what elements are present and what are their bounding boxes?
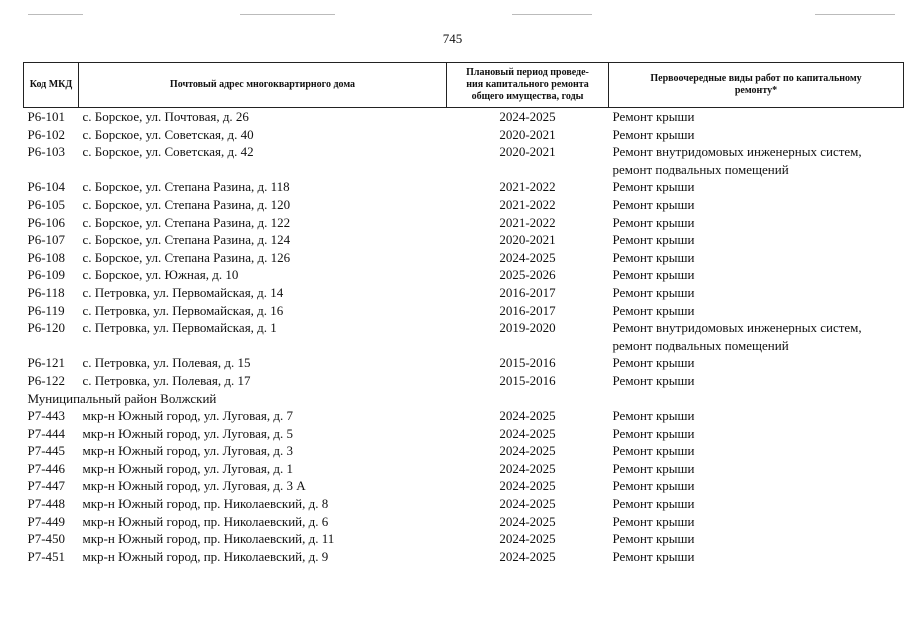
table-row <box>24 231 904 249</box>
header-address: Почтовый адрес многоквартирного дома <box>79 63 447 108</box>
repair-works-line: Ремонт крыши <box>612 355 695 371</box>
mkd-code: Р7-445 <box>27 443 66 459</box>
mkd-address: с. Борское, ул. Почтовая, д. 26 <box>82 109 249 124</box>
repair-works-line: Ремонт крыши <box>612 302 695 318</box>
mkd-address: с. Петровка, ул. Первомайская, д. 14 <box>82 284 284 300</box>
repair-works <box>609 196 904 214</box>
mkd-address: мкр-н Южный город, пр. Николаевский, д. 6 <box>82 513 329 529</box>
mkd-code: Р6-119 <box>27 302 65 318</box>
page-number: 745 <box>442 31 463 46</box>
repair-period: 2021-2022 <box>499 214 556 230</box>
mkd-address: мкр-н Южный город, ул. Луговая, д. 7 <box>82 408 293 424</box>
repair-works-line: Ремонт крыши <box>612 513 695 529</box>
repair-works-line: Ремонт крыши <box>612 425 695 441</box>
repair-works-line: Ремонт крыши <box>612 460 695 476</box>
repair-period: 2015-2016 <box>499 372 556 388</box>
repair-works-line: Ремонт крыши <box>612 109 695 124</box>
mkd-code: Р7-444 <box>27 425 66 441</box>
mkd-address: с. Петровка, ул. Первомайская, д. 1 <box>82 320 277 336</box>
mkd-address: мкр-н Южный город, ул. Луговая, д. 3 А <box>82 478 306 494</box>
repair-period: 2020-2021 <box>499 126 556 142</box>
table-row <box>24 477 904 495</box>
table-row <box>24 266 904 284</box>
section-title: Муниципальный район Волжский <box>27 390 217 406</box>
repair-works <box>609 108 904 126</box>
top-scan-line <box>512 14 592 15</box>
top-scan-line <box>240 14 335 15</box>
repair-period: 2024-2025 <box>499 478 556 494</box>
table-row <box>24 442 904 460</box>
table-row <box>24 530 904 548</box>
repair-works <box>609 178 904 196</box>
mkd-code: Р6-122 <box>27 372 66 388</box>
table-body-volzhsky <box>24 407 904 565</box>
table-row <box>24 126 904 144</box>
table-row <box>24 302 904 320</box>
repair-period: 2021-2022 <box>499 196 556 212</box>
mkd-code: Р6-107 <box>27 232 66 248</box>
repair-works <box>609 530 904 548</box>
mkd-code: Р7-446 <box>27 460 66 476</box>
mkd-address: с. Борское, ул. Южная, д. 10 <box>82 267 239 283</box>
mkd-code: Р6-106 <box>27 214 66 230</box>
repair-works-line: Ремонт крыши <box>612 408 695 424</box>
repair-works-line: Ремонт внутридомовых инженерных систем, <box>612 320 862 336</box>
repair-period: 2020-2021 <box>499 144 556 160</box>
mkd-address: с. Борское, ул. Советская, д. 42 <box>82 144 254 160</box>
mkd-address: с. Петровка, ул. Первомайская, д. 16 <box>82 302 284 318</box>
mkd-address: с. Петровка, ул. Полевая, д. 15 <box>82 355 251 371</box>
repair-period: 2015-2016 <box>499 355 556 371</box>
mkd-code: Р6-105 <box>27 196 66 212</box>
mkd-address: с. Борское, ул. Степана Разина, д. 120 <box>82 196 291 212</box>
mkd-code: Р7-447 <box>27 478 66 494</box>
repair-works-line: Ремонт крыши <box>612 179 695 195</box>
mkd-code: Р7-443 <box>27 408 66 424</box>
header-period-line: ния капитального ремонта <box>466 79 589 90</box>
repair-works-line: Ремонт крыши <box>612 496 695 512</box>
repair-works <box>609 477 904 495</box>
mkd-address: мкр-н Южный город, ул. Луговая, д. 1 <box>82 460 293 476</box>
table-body-samara <box>24 108 904 390</box>
table-row <box>24 495 904 513</box>
mkd-address: с. Борское, ул. Степана Разина, д. 118 <box>82 179 290 195</box>
repair-works <box>609 407 904 425</box>
table-row <box>24 108 904 126</box>
mkd-address: мкр-н Южный город, пр. Николаевский, д. 11 <box>82 531 335 547</box>
repair-period: 2024-2025 <box>499 249 556 265</box>
repair-period: 2024-2025 <box>499 425 556 441</box>
top-scan-line <box>28 14 83 15</box>
mkd-code: Р7-450 <box>27 531 66 547</box>
table-row <box>24 196 904 214</box>
table-row <box>24 407 904 425</box>
repair-period: 2024-2025 <box>499 496 556 512</box>
repair-works <box>609 284 904 302</box>
repair-works <box>609 513 904 531</box>
header-works <box>609 63 904 108</box>
repair-works <box>609 302 904 320</box>
table-header-row <box>24 63 904 108</box>
repair-works-line: Ремонт крыши <box>612 372 695 388</box>
mkd-address: с. Борское, ул. Степана Разина, д. 124 <box>82 232 291 248</box>
repair-period: 2020-2021 <box>499 232 556 248</box>
table-row <box>24 143 904 178</box>
header-period <box>447 63 609 108</box>
table-row <box>24 354 904 372</box>
repair-works-line: Ремонт крыши <box>612 267 695 283</box>
mkd-address: с. Борское, ул. Степана Разина, д. 126 <box>82 249 291 265</box>
table-row <box>24 548 904 566</box>
mkd-address: с. Борское, ул. Советская, д. 40 <box>82 126 254 142</box>
repair-works-line: Ремонт крыши <box>612 249 695 265</box>
repair-works <box>609 460 904 478</box>
mkd-code: Р6-118 <box>27 284 65 300</box>
repair-period: 2019-2020 <box>499 320 556 336</box>
table-row <box>24 513 904 531</box>
section-row <box>24 390 904 408</box>
repair-period: 2024-2025 <box>499 531 556 547</box>
header-period-line: Плановый период проведе- <box>466 67 589 78</box>
table-row <box>24 460 904 478</box>
mkd-code: Р6-102 <box>27 126 66 142</box>
table-row <box>24 284 904 302</box>
repair-works <box>609 143 904 178</box>
repair-works-line: Ремонт крыши <box>612 196 695 212</box>
repair-works-line: Ремонт крыши <box>612 443 695 459</box>
table-row <box>24 249 904 267</box>
table-row <box>24 425 904 443</box>
repair-works <box>609 249 904 267</box>
mkd-code: Р7-449 <box>27 513 66 529</box>
repair-period: 2024-2025 <box>499 109 556 124</box>
repair-works-line: Ремонт внутридомовых инженерных систем, <box>612 144 862 160</box>
table-row <box>24 214 904 232</box>
mkd-address: мкр-н Южный город, ул. Луговая, д. 5 <box>82 425 293 441</box>
repair-period: 2021-2022 <box>499 179 556 195</box>
mkd-code: Р6-120 <box>27 320 66 336</box>
repair-works-line: Ремонт крыши <box>612 232 695 248</box>
repair-works <box>609 214 904 232</box>
repair-works-line: ремонт подвальных помещений <box>612 161 789 177</box>
mkd-address: мкр-н Южный город, пр. Николаевский, д. 8 <box>82 496 329 512</box>
table-row <box>24 372 904 390</box>
repair-works-line: Ремонт крыши <box>612 478 695 494</box>
table-row <box>24 178 904 196</box>
header-period-line: общего имущества, годы <box>471 91 584 102</box>
mkd-code: Р7-448 <box>27 496 66 512</box>
repair-works <box>609 266 904 284</box>
repair-works-line: Ремонт крыши <box>612 214 695 230</box>
repair-works <box>609 495 904 513</box>
repair-works <box>609 319 904 354</box>
repair-works <box>609 231 904 249</box>
mkd-code: Р6-108 <box>27 249 66 265</box>
repair-period: 2024-2025 <box>499 443 556 459</box>
header-works-line: ремонту* <box>734 85 778 96</box>
mkd-code: Р6-109 <box>27 267 66 283</box>
mkd-address: мкр-н Южный город, пр. Николаевский, д. 9 <box>82 548 329 564</box>
mkd-code: Р6-104 <box>27 179 66 195</box>
mkd-address: с. Борское, ул. Степана Разина, д. 122 <box>82 214 291 230</box>
mkd-address: с. Петровка, ул. Полевая, д. 17 <box>82 372 251 388</box>
header-works-line: Первоочередные виды работ по капитальному <box>650 73 862 84</box>
repair-period: 2024-2025 <box>499 460 556 476</box>
repair-period: 2024-2025 <box>499 408 556 424</box>
repair-works-line: Ремонт крыши <box>612 531 695 547</box>
repair-works <box>609 372 904 390</box>
repair-works-line: Ремонт крыши <box>612 284 695 300</box>
mkd-code: Р6-103 <box>27 144 66 160</box>
repair-works-line: Ремонт крыши <box>612 548 695 564</box>
repair-period: 2016-2017 <box>499 302 556 318</box>
repair-period: 2016-2017 <box>499 284 556 300</box>
header-code: Код МКД <box>24 63 79 108</box>
capital-repair-table <box>23 62 904 565</box>
repair-works <box>609 354 904 372</box>
repair-works <box>609 548 904 566</box>
table-row <box>24 319 904 354</box>
top-scan-line <box>815 14 895 15</box>
section-header-group <box>24 390 904 408</box>
repair-period: 2024-2025 <box>499 513 556 529</box>
mkd-code: Р7-451 <box>27 548 66 564</box>
repair-period: 2025-2026 <box>499 267 556 283</box>
repair-works <box>609 425 904 443</box>
repair-period: 2024-2025 <box>499 548 556 564</box>
mkd-code: Р6-121 <box>27 355 66 371</box>
repair-works-line: ремонт подвальных помещений <box>612 337 789 353</box>
repair-works <box>609 126 904 144</box>
repair-works-line: Ремонт крыши <box>612 126 695 142</box>
mkd-code: Р6-101 <box>27 109 66 124</box>
repair-works <box>609 442 904 460</box>
mkd-address: мкр-н Южный город, ул. Луговая, д. 3 <box>82 443 293 459</box>
